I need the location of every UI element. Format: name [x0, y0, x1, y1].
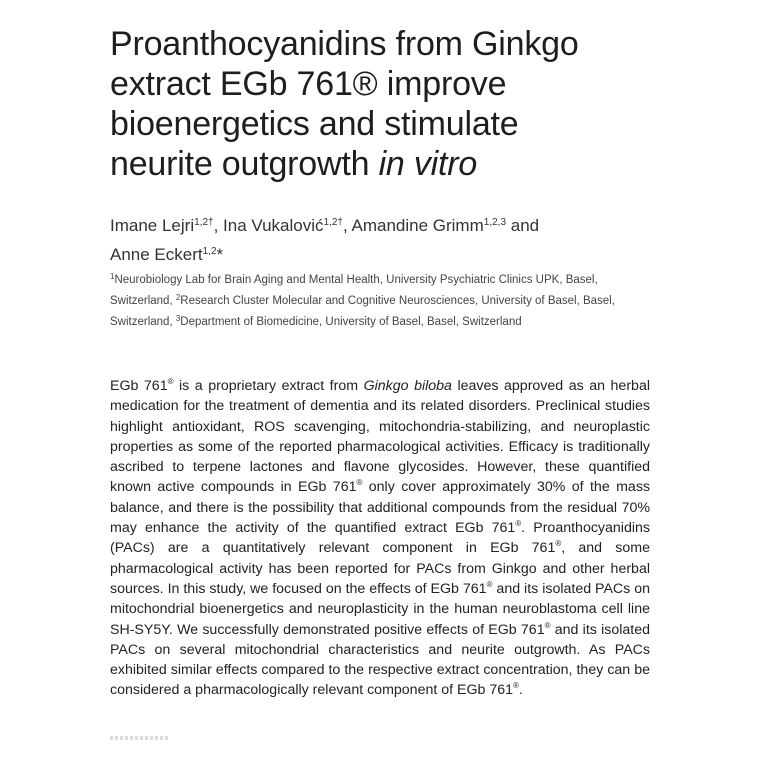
- paper-title: [110, 24, 650, 184]
- abstract-text: and its isolated PACs on several mitochondrial characteristics and neurite outgrowth. As PACs exhibited similar effects compared to the respective extract concentration, they can be considered a pharmacologically relevant component of EGb 761: [110, 621, 650, 699]
- affiliation-number: 1: [110, 272, 115, 281]
- abstract-text: . Proanthocyanidins (PACs) are a quantitatively relevant component in EGb 761: [110, 520, 650, 557]
- abstract-text: only cover approximately 30% of the mass balance, and there is the possibility that additional compounds from the residual 70% may enhance the activity of the quantified extract EGb 761: [110, 479, 651, 537]
- affiliations: [110, 268, 640, 331]
- author-name: Anne Eckert: [110, 245, 203, 264]
- abstract-text: , and some pharmacological activity has been reported for PACs from Ginkgo and other herbal sources. In this study, we focused on the effects of EGb 761: [110, 540, 650, 597]
- author-affiliation: 1,2†: [194, 217, 214, 228]
- author-affiliation: 1,2: [202, 246, 217, 257]
- registered-mark: ®: [486, 579, 493, 589]
- abstract-text: leaves approved as an herbal medication for the treatment of dementia and its related disorders. Preclinical studies highlight antioxidant, ROS scavenging, mitochondria-stabilizing, and neuroplastic properties as some of the reported pharmacological activities. Efficacy is traditionally ascribed to terpene lactones and flavone glycosides. However, these quantified known active compounds in EGb 761: [110, 378, 650, 496]
- abstract-text: and its isolated PACs on mitochondrial bioenergetics and neuroplasticity in the human neuroblastoma cell line SH-SY5Y. We successfully demonstrated positive effects of EGb 761: [110, 580, 650, 638]
- registered-mark: ®: [515, 519, 522, 529]
- title-line-4: neurite outgrowth: [110, 145, 379, 183]
- registered-mark: ®: [356, 478, 363, 488]
- author-separator: *: [216, 245, 224, 264]
- author-separator: ,: [342, 216, 352, 235]
- registered-mark: ®: [513, 681, 519, 691]
- registered-mark: ®: [555, 539, 562, 549]
- author-affiliation: 1,2,3: [483, 217, 507, 228]
- author-name: Imane Lejri: [110, 216, 195, 235]
- registered-mark: ®: [544, 620, 551, 630]
- author-affiliation: 1,2†: [323, 217, 343, 228]
- author-name: Ina Vukalović: [223, 216, 324, 235]
- affiliation-number: 2: [175, 293, 181, 302]
- abstract: [110, 376, 650, 701]
- author-separator: and: [506, 216, 540, 235]
- abstract-italic-species: Ginkgo biloba: [363, 378, 452, 394]
- affiliation-text: Department of Biomedicine, University of Basel, Basel, Switzerland: [180, 316, 522, 328]
- title-line-3: bioenergetics and stimulate: [110, 105, 519, 143]
- title-line-2: extract EGb 761® improve: [110, 65, 507, 103]
- author-separator: ,: [213, 216, 224, 235]
- author-name: Amandine Grimm: [351, 216, 484, 235]
- affiliation-number: 3: [175, 314, 181, 323]
- abstract-text: EGb 761: [110, 378, 168, 394]
- title-italic: in vitro: [378, 145, 478, 183]
- title-line-1: Proanthocyanidins from Ginkgo: [110, 25, 579, 63]
- author-list: [110, 210, 630, 268]
- affiliation-text: Neurobiology Lab for Brain Aging and Mental Health, University Psychiatric Clinics UPK, Basel, Switzerland,: [110, 274, 598, 307]
- registered-mark: ®: [167, 377, 174, 386]
- abstract-text: is a proprietary extract from: [173, 378, 364, 394]
- faded-footer-mark: [110, 736, 170, 740]
- abstract-text: .: [518, 682, 523, 699]
- affiliation-text: Research Cluster Molecular and Cognitive Neurosciences, University of Basel, Basel, Switzerland,: [110, 295, 615, 328]
